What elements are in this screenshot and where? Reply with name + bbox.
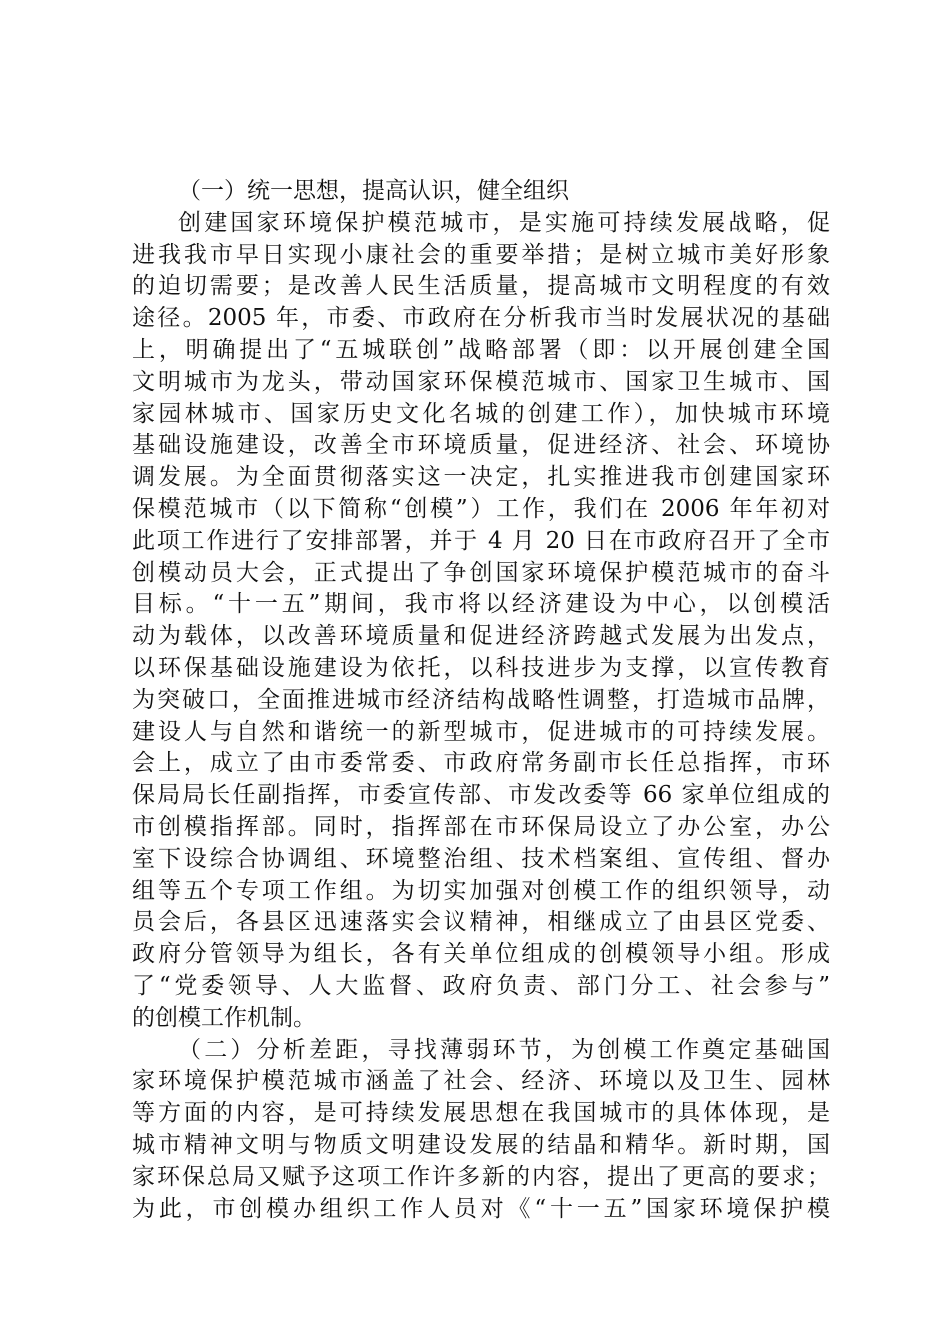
paragraph-line: 室下设综合协调组、环境整治组、技术档案组、宣传组、督办 bbox=[132, 845, 830, 872]
paragraph-line: 保局局长任副指挥，市委宣传部、市发改委等 66 家单位组成的 bbox=[132, 782, 830, 809]
paragraph-line: 政府分管领导为组长，各有关单位组成的创模领导小组。形成 bbox=[132, 941, 830, 968]
paragraph-line: 为此，市创模办组织工作人员对《“十一五”国家环境保护模 bbox=[132, 1195, 830, 1222]
paragraph-line: 基础设施建设，改善全市环境质量，促进经济、社会、环境协 bbox=[132, 432, 830, 459]
paragraph-line: 等方面的内容，是可持续发展思想在我国城市的具体体现，是 bbox=[132, 1100, 830, 1127]
paragraph-line: 以环保基础设施建设为依托，以科技进步为支撑，以宣传教育 bbox=[132, 654, 830, 681]
section-heading-2: （二）分析差距，寻找薄弱环节，为创模工作奠定基础国 bbox=[178, 1036, 830, 1063]
paragraph-line: 建设人与自然和谐统一的新型城市，促进城市的可持续发展。 bbox=[132, 718, 830, 745]
paragraph-line: 家环境保护模范城市涵盖了社会、经济、环境以及卫生、园林 bbox=[132, 1068, 830, 1095]
paragraph-line: 组等五个专项工作组。为切实加强对创模工作的组织领导，动 bbox=[132, 877, 830, 904]
paragraph-line: 上，明确提出了“五城联创”战略部署（即：以开展创建全国 bbox=[132, 336, 830, 363]
paragraph-line: 为突破口，全面推进城市经济结构战略性调整，打造城市品牌， bbox=[132, 686, 830, 713]
paragraph-line: 家环保总局又赋予这项工作许多新的内容，提出了更高的要求； bbox=[132, 1163, 830, 1190]
paragraph-line: 创建国家环境保护模范城市，是实施可持续发展战略，促 bbox=[178, 209, 830, 236]
paragraph-line: 的创模工作机制。 bbox=[132, 1004, 316, 1031]
document-body bbox=[132, 176, 830, 1225]
paragraph-line: 目标。“十一五”期间，我市将以经济建设为中心，以创模活 bbox=[132, 591, 830, 618]
paragraph-line: 家园林城市、国家历史文化名城的创建工作），加快城市环境 bbox=[132, 400, 830, 427]
paragraph-line: 动为载体，以改善环境质量和促进经济跨越式发展为出发点， bbox=[132, 623, 830, 650]
paragraph-line: 创模动员大会，正式提出了争创国家环境保护模范城市的奋斗 bbox=[132, 559, 830, 586]
section-heading-1: （一）统一思想，提高认识，健全组织 bbox=[178, 178, 569, 204]
paragraph-line: 的迫切需要；是改善人民生活质量，提高城市文明程度的有效 bbox=[132, 273, 830, 300]
paragraph-line: 途径。2005 年，市委、市政府在分析我市当时发展状况的基础 bbox=[132, 305, 830, 332]
paragraph-line: 此项工作进行了安排部署，并于 4 月 20 日在市政府召开了全市 bbox=[132, 527, 830, 554]
paragraph-line: 城市精神文明与物质文明建设发展的结晶和精华。新时期，国 bbox=[132, 1131, 830, 1158]
paragraph-line: 员会后，各县区迅速落实会议精神，相继成立了由县区党委、 bbox=[132, 909, 830, 936]
paragraph-line: 调发展。为全面贯彻落实这一决定，扎实推进我市创建国家环 bbox=[132, 464, 830, 491]
paragraph-line: 文明城市为龙头，带动国家环保模范城市、国家卫生城市、国 bbox=[132, 368, 830, 395]
paragraph-line: 保模范城市（以下简称“创模”）工作，我们在 2006 年年初对 bbox=[132, 495, 830, 522]
paragraph-line: 进我我市早日实现小康社会的重要举措；是树立城市美好形象 bbox=[132, 241, 830, 268]
paragraph-line: 市创模指挥部。同时，指挥部在市环保局设立了办公室，办公 bbox=[132, 813, 830, 840]
paragraph-line: 了“党委领导、人大监督、政府负责、部门分工、社会参与” bbox=[132, 972, 830, 999]
paragraph-line: 会上，成立了由市委常委、市政府常务副市长任总指挥，市环 bbox=[132, 750, 830, 777]
